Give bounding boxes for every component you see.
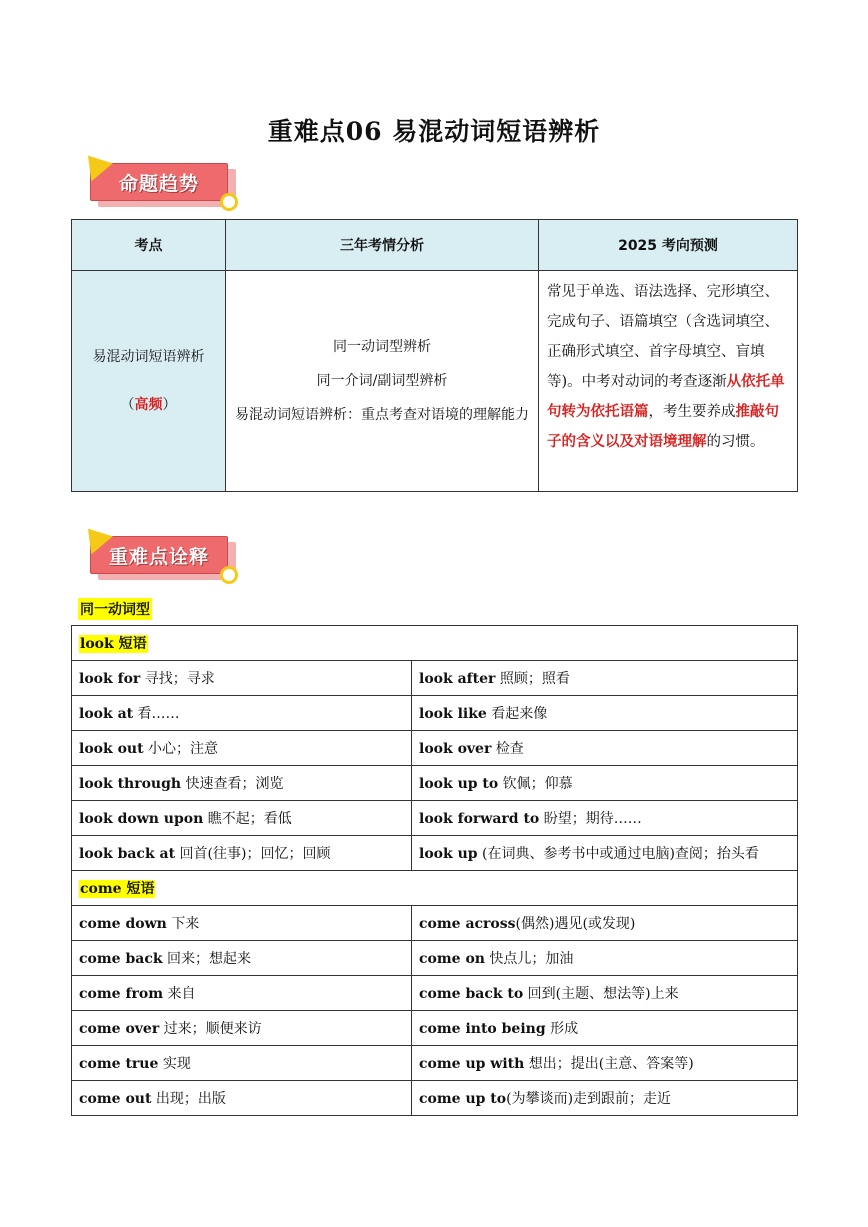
forecast-cell: 常见于单选、语法选择、完形填空、完成句子、语篇填空（含选词填空、正确形式填空、首字母填空、盲填等)。中考对动词的考查逐渐从依托单句转为依托语篇，考生要养成推敲句子的含义以及对语境理解的习惯。 [539,271,798,492]
ring-decoration-icon [220,566,238,584]
table-row: look through 快速查看；浏览 look up to 钦佩；仰慕 [72,766,798,801]
ring-decoration-icon [220,193,238,211]
table-row: come over 过来；顺便来访 come into being 形成 [72,1011,798,1046]
badge-label: 重难点诠释 [90,536,228,574]
table-row: look down upon 瞧不起；看低 look forward to 盼望；期待…… [72,801,798,836]
kaodian-cell [72,271,226,492]
group-head-look: look 短语 [72,626,798,661]
header-forecast: 2025 考向预测 [539,220,798,271]
analysis-item: 易混动词短语辨析：重点考查对语境的理解能力 [235,407,529,423]
table-row: look out 小心；注意 look over 检查 [72,731,798,766]
page-title: 重难点06 易混动词短语辨析 [267,117,601,146]
phrases-table [71,625,798,1116]
table-row: come back 回来；想起来 come on 快点儿；加油 [72,941,798,976]
section-badge-explain [90,536,240,582]
analysis-item: 同一动词型辨析 [333,339,431,355]
table-row: look back at 回首(往事)；回忆；回顾 look up (在词典、参考书中或通过电脑)查阅；抬头看 [72,836,798,871]
badge-label: 命题趋势 [90,163,228,201]
table-row: come out 出现；出版 come up to(为攀谈而)走到跟前；走近 [72,1081,798,1116]
analysis-cell [226,271,539,492]
section-label: 同一动词型 [78,598,152,620]
header-kaodian: 考点 [72,220,226,271]
table-row: come true 实现 come up with 想出；提出(主意、答案等) [72,1046,798,1081]
section-badge-trend [90,163,240,209]
table-row: look for 寻找；寻求 look after 照顾；照看 [72,661,798,696]
table-row: come down 下来 come across(偶然)遇见(或发现) [72,906,798,941]
header-analysis: 三年考情分析 [226,220,539,271]
kaodian-text: 易混动词短语辨析 [92,349,205,365]
trend-table [71,219,798,492]
kaodian-frequency: （高频） [120,397,177,413]
analysis-item: 同一介词/副词型辨析 [316,373,448,389]
group-head-come: come 短语 [72,871,798,906]
table-row: come from 来自 come back to 回到(主题、想法等)上来 [72,976,798,1011]
table-row: look at 看…… look like 看起来像 [72,696,798,731]
